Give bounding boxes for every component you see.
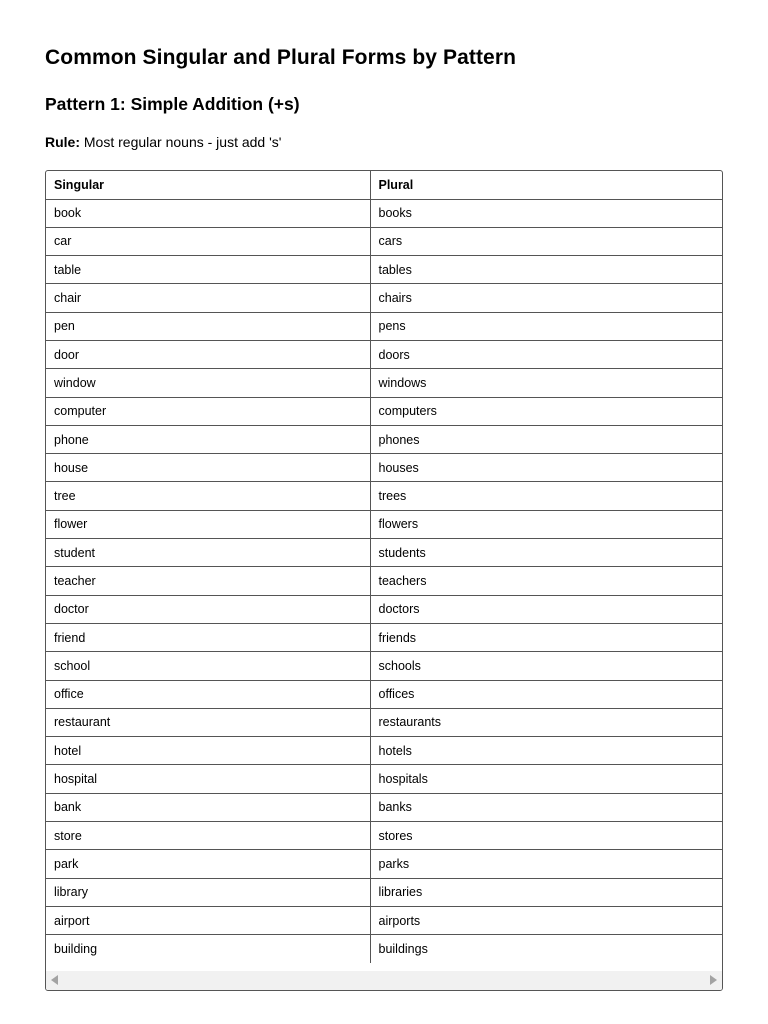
table-row	[46, 595, 722, 623]
rule-label: Rule:	[45, 134, 80, 150]
table-row	[46, 878, 722, 906]
singular-cell: teacher	[46, 567, 370, 595]
singular-cell: phone	[46, 425, 370, 453]
singular-cell: hotel	[46, 737, 370, 765]
table-row	[46, 737, 722, 765]
plural-cell: trees	[370, 482, 722, 510]
section-heading: Pattern 1: Simple Addition (+s)	[45, 94, 300, 114]
singular-cell: car	[46, 227, 370, 255]
plural-cell: flowers	[370, 510, 722, 538]
table-row	[46, 567, 722, 595]
table-row	[46, 340, 722, 368]
plural-cell: airports	[370, 906, 722, 934]
singular-cell: library	[46, 878, 370, 906]
table-row	[46, 510, 722, 538]
plural-cell: hotels	[370, 737, 722, 765]
singular-cell: tree	[46, 482, 370, 510]
singular-cell: chair	[46, 284, 370, 312]
plural-cell: libraries	[370, 878, 722, 906]
page-title: Common Singular and Plural Forms by Pattern	[45, 46, 517, 69]
table-row	[46, 539, 722, 567]
plural-cell: hospitals	[370, 765, 722, 793]
table-row	[46, 623, 722, 651]
singular-cell: computer	[46, 397, 370, 425]
plural-cell: houses	[370, 454, 722, 482]
singular-cell: restaurant	[46, 708, 370, 736]
plural-cell: parks	[370, 850, 722, 878]
table-row	[46, 256, 722, 284]
singular-cell: friend	[46, 623, 370, 651]
plural-cell: schools	[370, 652, 722, 680]
singular-cell: pen	[46, 312, 370, 340]
singular-cell: student	[46, 539, 370, 567]
singular-cell: flower	[46, 510, 370, 538]
plural-cell: banks	[370, 793, 722, 821]
singular-cell: hospital	[46, 765, 370, 793]
singular-cell: building	[46, 935, 370, 963]
singular-cell: office	[46, 680, 370, 708]
singular-cell: book	[46, 199, 370, 227]
plural-cell: friends	[370, 623, 722, 651]
singular-cell: house	[46, 454, 370, 482]
chevron-left-icon[interactable]	[51, 975, 58, 985]
table-row	[46, 312, 722, 340]
table-row	[46, 822, 722, 850]
horizontal-scrollbar[interactable]	[46, 971, 722, 990]
table-row	[46, 906, 722, 934]
table-row	[46, 850, 722, 878]
singular-cell: door	[46, 340, 370, 368]
table-row	[46, 680, 722, 708]
singular-cell: table	[46, 256, 370, 284]
plural-cell: offices	[370, 680, 722, 708]
singular-cell: airport	[46, 906, 370, 934]
table-row	[46, 284, 722, 312]
plural-cell: pens	[370, 312, 722, 340]
table-row	[46, 765, 722, 793]
plural-cell: students	[370, 539, 722, 567]
table-row	[46, 199, 722, 227]
singular-cell: bank	[46, 793, 370, 821]
plural-cell: tables	[370, 256, 722, 284]
table-body	[46, 199, 722, 963]
table-row	[46, 708, 722, 736]
table-row	[46, 425, 722, 453]
rule-line	[45, 134, 281, 150]
column-header-plural: Plural	[370, 171, 722, 199]
table-row	[46, 652, 722, 680]
plural-cell: stores	[370, 822, 722, 850]
table-row	[46, 935, 722, 963]
table-header-row	[46, 171, 722, 199]
singular-cell: store	[46, 822, 370, 850]
table-scroll-container[interactable]	[45, 170, 723, 991]
plural-forms-table	[46, 171, 722, 963]
plural-cell: doctors	[370, 595, 722, 623]
table-row	[46, 369, 722, 397]
singular-cell: school	[46, 652, 370, 680]
plural-cell: restaurants	[370, 708, 722, 736]
table-row	[46, 397, 722, 425]
plural-cell: doors	[370, 340, 722, 368]
plural-cell: buildings	[378, 942, 428, 957]
singular-cell: park	[46, 850, 370, 878]
table-row	[46, 454, 722, 482]
singular-cell: window	[46, 369, 370, 397]
plural-cell: windows	[370, 369, 722, 397]
plural-cell: cars	[370, 227, 722, 255]
table-row	[46, 482, 722, 510]
plural-cell: computers	[370, 397, 722, 425]
column-header-singular: Singular	[46, 171, 370, 199]
plural-cell: phones	[370, 425, 722, 453]
rule-text: Most regular nouns - just add 's'	[80, 134, 282, 150]
table-row	[46, 227, 722, 255]
table-row	[46, 793, 722, 821]
chevron-right-icon[interactable]	[710, 975, 717, 985]
plural-cell: teachers	[370, 567, 722, 595]
plural-cell: books	[370, 199, 722, 227]
singular-cell: doctor	[46, 595, 370, 623]
plural-cell: chairs	[370, 284, 722, 312]
